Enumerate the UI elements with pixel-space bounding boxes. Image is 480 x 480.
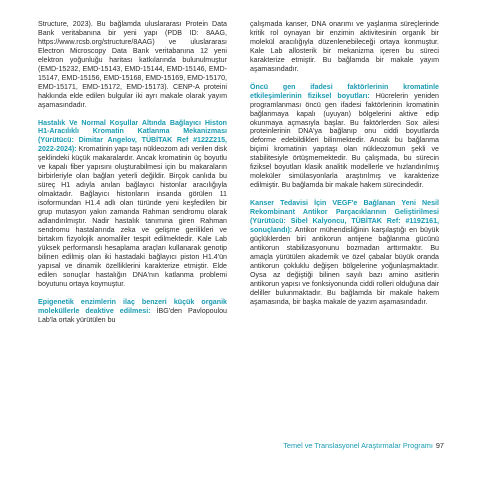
page-footer bbox=[250, 441, 444, 450]
section-paragraph bbox=[38, 119, 227, 289]
section-body: İBG'den Pavlopoulou Lab'la ortak yürütülen bu bbox=[38, 306, 228, 324]
page-number: 97 bbox=[435, 441, 444, 450]
right-text-column bbox=[250, 20, 439, 307]
section-body: Antikor mühendisliğinin karşılaştığı en büyük güçlüklerden biri antikorun antijene bağlanma gücünü antikorun stabilizasyonunu bozmadan arttırmaktır. Bu amaçla yürütülen akademik ve özel çabalar büyük oranda antikorun çokluklu değişen bölgelerine yoğunlaşmaktadır. Oysa az değiştiği bilinen sayılı bazı amino asitlerin antikorun yapısı ve fonksiyonunda ciddi rolleri olduğuna dair deliller bulunmaktadır. Bu bağlamda bir makale hakem aşamasında, bir başka makale de yazım aşamasındadır. bbox=[250, 226, 439, 306]
paragraph: Structure, 2023). Bu bağlamda uluslararası Protein Data Bank veritabanına bir yeni yapı (PDB ID: 8AAG, https://www.rcsb.org/structure/8AAG) ve uluslararası Electron Microscopy Data Bank veritabanına 12 yeni elektron yoğunluğu haritası katkılarında bulunulmuştur (EMD-15232, EMD-15143, EMD-15144, EMD-15146, EMD-15147, EMD-15156, EMD-15168, EMD-15169, EMD-15170, EMD-15171, EMD-15172, EMD-15173). CENP-A proteini hakkında elde edilen bulgular iki ayrı makale olarak yayım aşamasındadır. bbox=[38, 20, 227, 109]
left-text-column bbox=[38, 20, 227, 325]
section-body: Hücrelerin yeniden programlanması öncü gen ifadesi faktörlerinin kromatinin bağlanmaya kapalı (uyuyan) bölgelerini aktive edip okunmaya açmasıyla başlar. Bu faktörlerden Sox ailesi proteinlerinin DNA'ya bağlanıp onu ciddi boyutlarda deforme edebildikleri bilinmektedir. Ancak bu bağlanma biçimi kromatinin yapıtaşı olan nükleozomun şekli ve stabilitesiyle örtüşmemektedir. Bu çalışmada, bu sürecin fiziksel boyutları klasik analitik modellerle ve hızlandırılmış moleküler simülasyonlarla araştırılmış ve karakterize edilmiştir. Bu bağlamda bir makale hakem sürecindedir. bbox=[250, 91, 439, 190]
section-paragraph bbox=[250, 199, 439, 306]
footer-title: Temel ve Translasyonel Araştırmalar Programı bbox=[283, 441, 433, 450]
section-heading: Epigenetik enzimlerin ilaç benzeri küçük organik moleküllerle deaktive edilmesi: bbox=[38, 297, 227, 315]
paragraph: çalışmada kanser, DNA onarımı ve yaşlanma süreçlerinde kritik rol oynayan bir enzimin aktivitesinin organik bir molekül aracılığıyla düzenlenebileceği ortaya konmuştur. Kale Lab allosterik bir mekanizma içeren bu süreci karakterize etmiştir. Bu bağlamda bir makale yayım aşamasındadır. bbox=[250, 20, 439, 73]
section-paragraph bbox=[250, 83, 439, 190]
section-paragraph bbox=[38, 298, 227, 325]
section-heading: Hastalık Ve Normal Koşullar Altında Bağlayıcı Histon H1-Aracılıklı Kromatin Katlanma Mekanizması (Yürütücü: Dimitar Angelov, TÜBİTAK Ref #122Z215, 2022-2024): bbox=[38, 118, 227, 154]
section-heading: Kanser Tedavisi İçin VEGF'e Bağlanan Yeni Nesil Rekombinant Antikor Parçacıklarının Geliştirilmesi (Yürütücü: Sibel Kalyoncu, TÜBİTAK Ref: #119Z161, sonuçlandı): bbox=[250, 199, 439, 235]
section-body: Kromatinin yapı taşı nükleozom adı verilen disk şeklindeki küçük makaralardır. Ancak kromatinin üç boyutlu ve kapalı fiber yapısını oluşturabilmesi için bu makaraların birbirleriyle olan bağları yeterli değildir. Birçok canlıda bu süreç H1 adıyla anılan bağlayıcı histonlar aracılığıyla olmaktadır. Bağlayıcı histonların insanda görülen 11 isoformundan H1.4 adlı olan türünde yeni keşfedilen bir grup mutasyon yakın zamanda Rahman sendromu olarak adlandırılmıştır. Nadir hastalık tanımına giren Rahman sendromu hastalarında zeka ve gelişme gerilikleri ve birtakım fizyolojik anomaliler tespit edilmektedir. Kale Lab yüksek performanslı hesaplama araçları kullanarak genotip bilinen edilmiş olan iki hastadaki bağlayıcı piston H1.4'ün yapısal ve dinamik özelliklerini karakterize etmiştir. Elde edilen sonuçlar hastalığın DNA'nın katlanma problemi boyutunu ortaya koymuştur. bbox=[38, 145, 227, 288]
section-heading: Öncü gen ifadesi faktörlerinin kromatinle etkileşimlerinin fiziksel boyutları: bbox=[250, 82, 439, 100]
